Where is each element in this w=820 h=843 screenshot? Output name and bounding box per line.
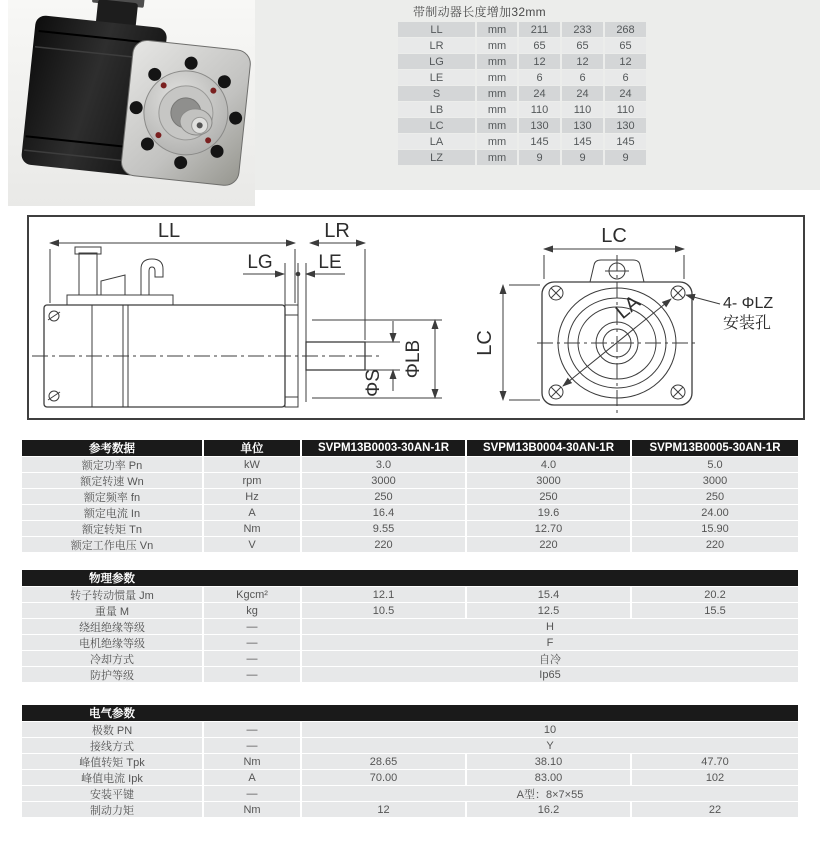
spec-row-label: 额定频率 fn [22, 489, 202, 504]
spec-row-label: 额定功率 Pn [22, 457, 202, 472]
electrical-params-table [22, 705, 798, 817]
spec-row-value: 12.5 [467, 603, 630, 618]
dim-row-value: 6 [605, 70, 646, 85]
spec-row-unit: — [204, 619, 300, 634]
dim-row-label: LE [398, 70, 475, 85]
dim-row-label: LZ [398, 150, 475, 165]
spec-row-value: 250 [467, 489, 630, 504]
dim-row-value: 65 [562, 38, 603, 53]
spec-row-label: 重量 M [22, 603, 202, 618]
dim-row-unit: mm [477, 86, 517, 101]
dim-row-value: 130 [519, 118, 560, 133]
dim-row-unit: mm [477, 38, 517, 53]
spec-row-span-value: H [302, 619, 798, 634]
dim-label-LA: LA [611, 291, 645, 324]
spec-row-value: 250 [632, 489, 798, 504]
dim-row-value: 9 [562, 150, 603, 165]
spec-row-label: 防护等级 [22, 667, 202, 682]
front-view [474, 225, 773, 415]
spec-row-unit: V [204, 537, 300, 552]
spec-row-value: 3.0 [302, 457, 465, 472]
spec-row-value: 12 [302, 802, 465, 817]
spec-row-value: 3000 [632, 473, 798, 488]
spec-row-span-value: A型：8×7×55 [302, 786, 798, 801]
spec-row-value: 20.2 [632, 587, 798, 602]
spec-row-label: 接线方式 [22, 738, 202, 753]
dim-row-label: S [398, 86, 475, 101]
spec-row-label: 额定转速 Wn [22, 473, 202, 488]
spec-row-value: 220 [467, 537, 630, 552]
spec-row-unit: kg [204, 603, 300, 618]
spec-row-value: 4.0 [467, 457, 630, 472]
spec-row-label: 安装平键 [22, 786, 202, 801]
technical-drawing [29, 217, 803, 418]
spec-row-value: 16.4 [302, 505, 465, 520]
spec-row-value: 220 [632, 537, 798, 552]
spec-row-unit: Nm [204, 802, 300, 817]
spec-row-unit: A [204, 770, 300, 785]
top-connector-outline [67, 247, 173, 305]
mount-hole-note-line2: 安装孔 [723, 315, 772, 332]
dim-row-value: 145 [605, 134, 646, 149]
dim-row-unit: mm [477, 134, 517, 149]
spec-row-unit: — [204, 667, 300, 682]
spec-row-value: 47.70 [632, 754, 798, 769]
spec-header-model: SVPM13B0003-30AN-1R [302, 440, 465, 456]
spec-header-model: SVPM13B0004-30AN-1R [467, 440, 630, 456]
spec-row-value: 3000 [467, 473, 630, 488]
spec-row-label: 额定电流 In [22, 505, 202, 520]
spec-row-span-value: Ip65 [302, 667, 798, 682]
dim-row-value: 6 [519, 70, 560, 85]
spec-row-value: 250 [302, 489, 465, 504]
dimension-table [398, 22, 646, 165]
spec-row-value: 5.0 [632, 457, 798, 472]
spec-row-value: 3000 [302, 473, 465, 488]
dim-row-label: LL [398, 22, 475, 37]
end-rib-bottom [285, 397, 298, 407]
spec-row-span-value: 自冷 [302, 651, 798, 666]
spec-row-value: 22 [632, 802, 798, 817]
spec-row-span-value: F [302, 635, 798, 650]
spec-header-title: 参考数据 [22, 440, 202, 456]
spec-row-value: 70.00 [302, 770, 465, 785]
spec-row-label: 冷却方式 [22, 651, 202, 666]
dim-row-value: 12 [562, 54, 603, 69]
dim-row-label: LC [398, 118, 475, 133]
spec-row-unit: — [204, 651, 300, 666]
spec-row-value: 28.65 [302, 754, 465, 769]
spec-row-label: 转子转动惯量 Jm [22, 587, 202, 602]
dim-row-value: 9 [605, 150, 646, 165]
dim-row-value: 145 [562, 134, 603, 149]
motor-photo [8, 0, 255, 206]
spec-row-value: 10.5 [302, 603, 465, 618]
dim-label-LE: LE [318, 252, 342, 273]
spec-row-label: 额定工作电压 Vn [22, 537, 202, 552]
dimension-panel [255, 0, 820, 190]
dim-row-unit: mm [477, 102, 517, 117]
dim-row-value: 65 [605, 38, 646, 53]
dim-row-value: 65 [519, 38, 560, 53]
dim-row-value: 145 [519, 134, 560, 149]
dim-row-value: 24 [519, 86, 560, 101]
physical-params-table [22, 570, 798, 682]
spec-row-unit: kW [204, 457, 300, 472]
spec-row-value: 15.4 [467, 587, 630, 602]
spec-section-title: 电气参数 [89, 708, 135, 720]
dim-row-value: 130 [605, 118, 646, 133]
dim-label-LG: LG [247, 252, 273, 273]
dim-row-label: LA [398, 134, 475, 149]
dim-row-value: 24 [562, 86, 603, 101]
spec-row-label: 制动力矩 [22, 802, 202, 817]
dim-label-phi-S: ΦS [363, 369, 384, 397]
front-view-dimensions [474, 225, 773, 400]
side-view [32, 220, 442, 407]
spec-row-value: 24.00 [632, 505, 798, 520]
spec-row-value: 38.10 [467, 754, 630, 769]
spec-row-label: 峰值转矩 Tpk [22, 754, 202, 769]
spec-section-title: 物理参数 [89, 573, 135, 585]
spec-row-value: 15.5 [632, 603, 798, 618]
spec-row-unit: — [204, 722, 300, 737]
spec-row-value: 12.70 [467, 521, 630, 536]
spec-section-titlebar [22, 570, 798, 586]
spec-row-label: 极数 PN [22, 722, 202, 737]
dim-row-value: 110 [562, 102, 603, 117]
dim-label-LC-top: LC [601, 225, 627, 247]
spec-row-value: 220 [302, 537, 465, 552]
mount-hole-note-line1: 4- ΦLZ [723, 295, 774, 312]
spec-row-value: 12.1 [302, 587, 465, 602]
spec-row-value: 19.6 [467, 505, 630, 520]
dim-label-LR: LR [324, 220, 350, 242]
dim-row-value: 9 [519, 150, 560, 165]
dim-label-LL: LL [157, 220, 181, 242]
spec-row-unit: rpm [204, 473, 300, 488]
dim-row-value: 211 [519, 22, 560, 37]
spec-row-value: 16.2 [467, 802, 630, 817]
dim-row-unit: mm [477, 70, 517, 85]
dim-row-value: 233 [562, 22, 603, 37]
spec-row-label: 额定转矩 Tn [22, 521, 202, 536]
spec-header-unit: 单位 [204, 440, 300, 456]
hole-leader-line [686, 295, 720, 304]
technical-drawing-box [27, 215, 805, 420]
spec-row-unit: A [204, 505, 300, 520]
spec-row-span-value: Y [302, 738, 798, 753]
spec-row-span-value: 10 [302, 722, 798, 737]
spec-row-value: 15.90 [632, 521, 798, 536]
spec-row-unit: — [204, 738, 300, 753]
dim-row-label: LR [398, 38, 475, 53]
dim-row-unit: mm [477, 22, 517, 37]
spec-row-value: 83.00 [467, 770, 630, 785]
spec-section-titlebar [22, 705, 798, 721]
spec-row-value: 102 [632, 770, 798, 785]
spec-row-label: 峰值电流 Ipk [22, 770, 202, 785]
side-view-dimensions [50, 220, 442, 398]
brake-length-note: 带制动器长度增加32mm [413, 5, 546, 19]
spec-row-label: 电机绝缘等级 [22, 635, 202, 650]
spec-row-label: 绕组绝缘等级 [22, 619, 202, 634]
dim-row-value: 268 [605, 22, 646, 37]
dim-row-value: 110 [605, 102, 646, 117]
spec-row-unit: — [204, 635, 300, 650]
dim-row-unit: mm [477, 54, 517, 69]
dim-label-LC-side: LC [474, 330, 496, 356]
dim-row-value: 6 [562, 70, 603, 85]
dim-row-label: LG [398, 54, 475, 69]
dim-row-value: 12 [519, 54, 560, 69]
dim-row-unit: mm [477, 150, 517, 165]
spec-row-unit: Kgcm² [204, 587, 300, 602]
spec-row-unit: — [204, 786, 300, 801]
dim-label-phi-LB: ΦLB [403, 339, 424, 379]
spec-row-unit: Nm [204, 754, 300, 769]
end-rib-top [285, 305, 298, 315]
dim-row-unit: mm [477, 118, 517, 133]
spec-row-unit: Hz [204, 489, 300, 504]
motor-photo-illustration [8, 0, 255, 206]
reference-data-table [22, 440, 798, 552]
spec-row-value: 9.55 [302, 521, 465, 536]
dim-row-label: LB [398, 102, 475, 117]
dim-row-value: 12 [605, 54, 646, 69]
dim-row-value: 110 [519, 102, 560, 117]
dim-row-value: 130 [562, 118, 603, 133]
spec-row-unit: Nm [204, 521, 300, 536]
dim-row-value: 24 [605, 86, 646, 101]
spec-header-model: SVPM13B0005-30AN-1R [632, 440, 798, 456]
